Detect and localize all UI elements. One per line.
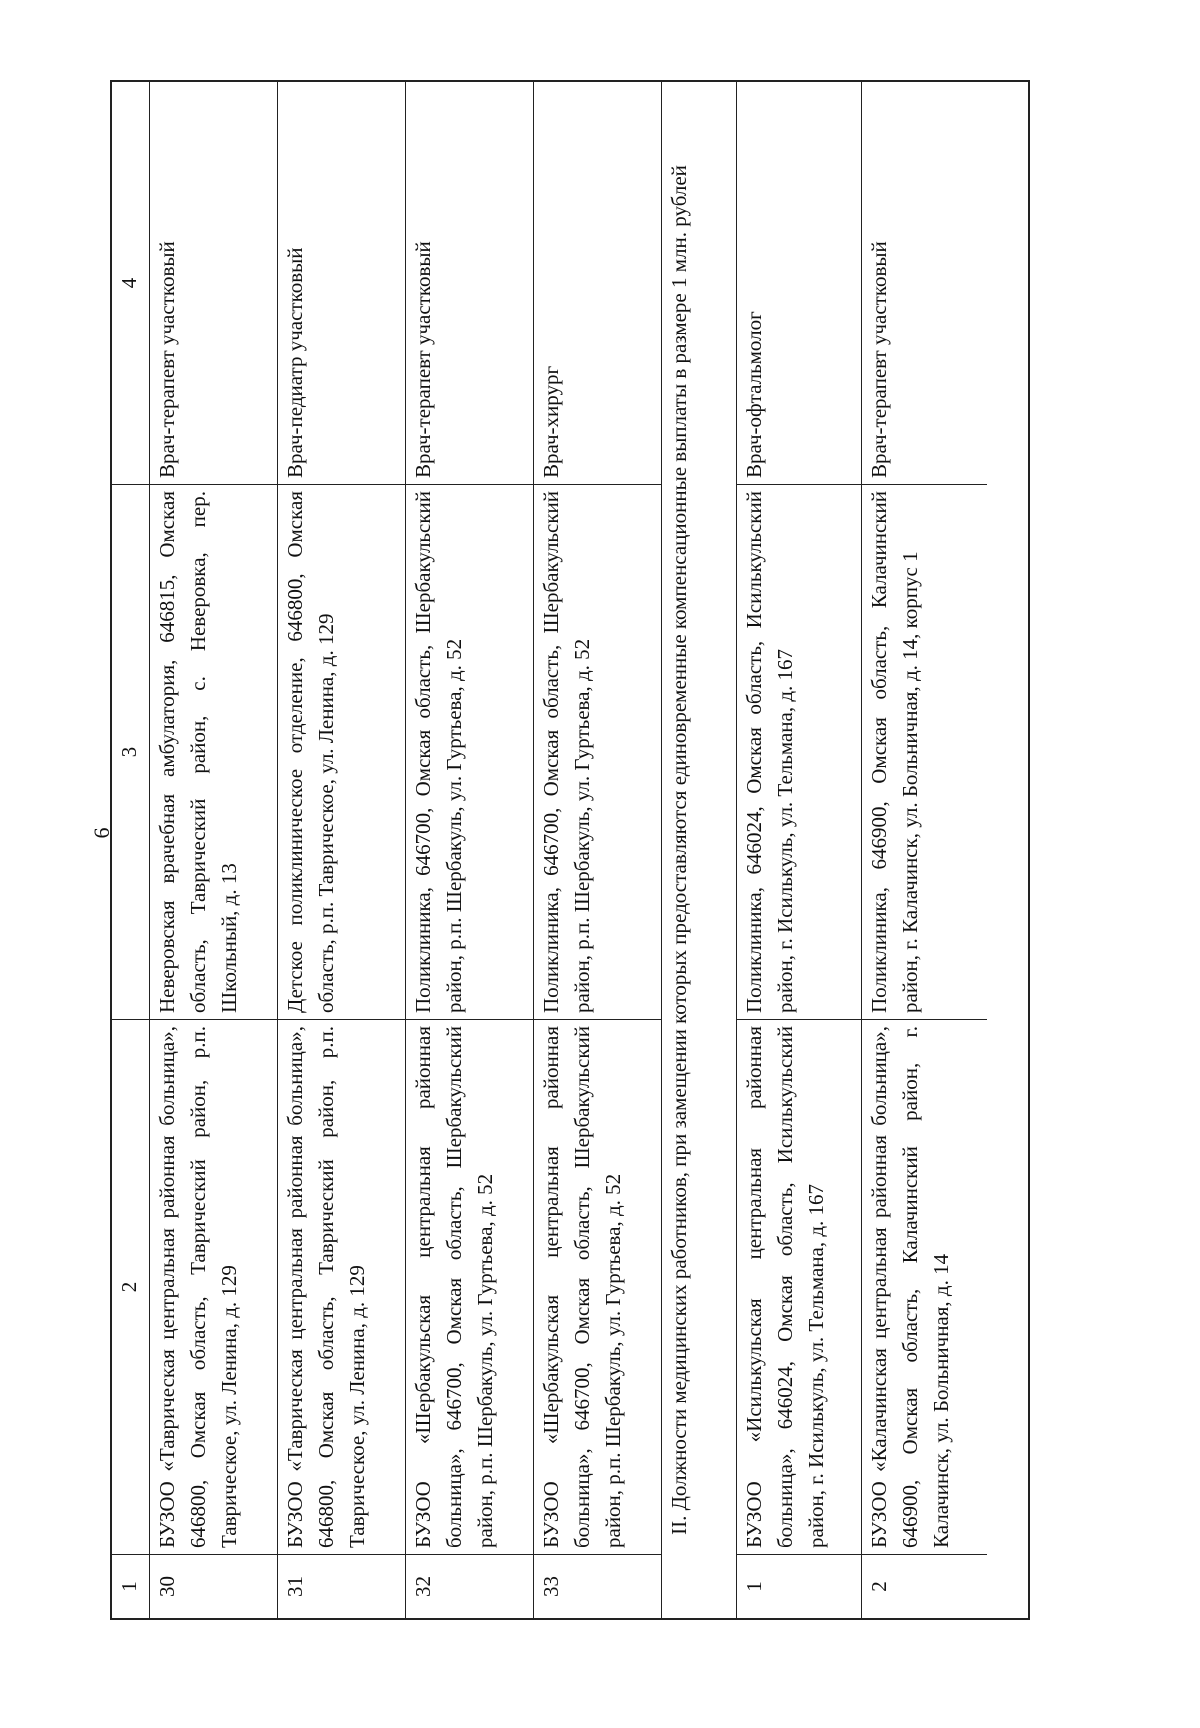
page-number: 6	[89, 827, 114, 839]
workplace-cell: Поликлиника, 646900, Омская область, Калачинский район, г. Калачинск, ул. Больничная, д. 14, корпус 1	[862, 484, 987, 1019]
workplace-cell: Поликлиника, 646700, Омская область, Шербакульский район, р.п. Шербакуль, ул. Гуртьева, д. 52	[534, 484, 661, 1019]
table-row	[406, 82, 534, 1618]
row-number: 32	[406, 1554, 533, 1618]
workplace-cell: Детское поликлиническое отделение, 646800, Омская область, р.п. Таврическое, ул. Ленина, д. 129	[278, 484, 405, 1019]
position-cell: Врач-хирург	[539, 365, 563, 478]
row-number: 30	[150, 1554, 277, 1618]
section-heading: II. Должности медицинских работников, при замещении которых предоставляются единовременные компенсационные выплаты в размере 1 млн. рублей	[662, 82, 737, 1618]
column-header: 4	[117, 277, 141, 289]
employer-cell: БУЗОО «Таврическая центральная районная больница», 646800, Омская область, Таврический район, р.п. Таврическое, ул. Ленина, д. 129	[150, 1019, 277, 1554]
table-row	[150, 82, 278, 1618]
employer-cell: БУЗОО «Калачинская центральная районная больница», 646900, Омская область, Калачинский район, г. Калачинск, ул. Больничная, д. 14	[862, 1019, 987, 1554]
column-header: 3	[112, 484, 149, 1019]
position-cell: Врач-терапевт участковый	[867, 241, 891, 478]
position-cell: Врач-терапевт участковый	[155, 241, 179, 478]
row-number: 33	[534, 1554, 661, 1618]
column-header: 1	[112, 1554, 149, 1618]
position-cell: Врач-педиатр участковый	[283, 247, 307, 478]
table-row	[534, 82, 662, 1618]
row-number: 2	[862, 1554, 987, 1618]
employer-cell: БУЗОО «Шербакульская центральная районная больница», 646700, Омская область, Шербакульский район, р.п. Шербакуль, ул. Гуртьева, д. 52	[534, 1019, 661, 1554]
column-header: 2	[112, 1019, 149, 1554]
workplace-cell: Поликлиника, 646024, Омская область, Исилькульский район, г. Исилькуль, ул. Тельмана, д. 167	[737, 484, 861, 1019]
table-row	[737, 82, 862, 1618]
table-row	[862, 82, 987, 1618]
position-cell: Врач-офтальмолог	[742, 311, 766, 478]
table-row	[278, 82, 406, 1618]
employer-cell: БУЗОО «Таврическая центральная районная больница», 646800, Омская область, Таврический район, р.п. Таврическое, ул. Ленина, д. 129	[278, 1019, 405, 1554]
positions-table	[110, 80, 1030, 1620]
table-header-row	[112, 82, 150, 1618]
employer-cell: БУЗОО «Шербакульская центральная районная больница», 646700, Омская область, Шербакульский район, р.п. Шербакуль, ул. Гуртьева, д. 52	[406, 1019, 533, 1554]
workplace-cell: Неверовская врачебная амбулатория, 646815, Омская область, Таврический район, с. Неверовка, пер. Школьный, д. 13	[150, 484, 277, 1019]
row-number: 1	[737, 1554, 861, 1618]
position-cell: Врач-терапевт участковый	[411, 241, 435, 478]
row-number: 31	[278, 1554, 405, 1618]
workplace-cell: Поликлиника, 646700, Омская область, Шербакульский район, р.п. Шербакуль, ул. Гуртьева, д. 52	[406, 484, 533, 1019]
employer-cell: БУЗОО «Исилькульская центральная районная больница», 646024, Омская область, Исилькульский район, г. Исилькуль, ул. Тельмана, д. 167	[737, 1019, 861, 1554]
